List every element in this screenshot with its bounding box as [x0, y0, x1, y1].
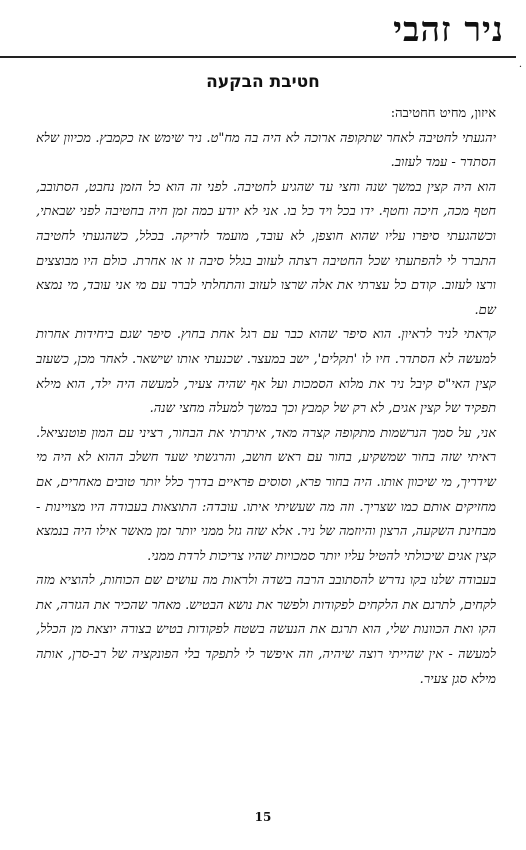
paragraph: הוא היה קצין במשך שנה וחצי עד שהגיע לחטיבה. לפני זה הוא כל הזמן נחבט, הסתובב, חטף מכה, חיכה וחטף. ידו בכל ויד כל בו. אני לא יודע כמה זמן חיה בחטיבה לפני שבאתי, וכשהגעתי סיפרו עליו שהוא חוצפן, לא עובד, מועמד לזריקה. בכלל, כשהגעתי לחטיבה התברר לי להפתעתי שכל החטיבה רצתה לעזוב בגלל סיבה זו או אחרת. כולם היו מבוצצים ורצו לעזוב. קודם כל עצרתי את אלה שרצו לעזוב והתחלתי לברר עם מי אני עובד, מי נמצא שם. [36, 179, 496, 318]
header-rule [0, 56, 516, 58]
paragraph: אני, על סמך הנרשמות מתקופה קצרה מאד, איתרתי את הבחור, רציני עם המון פוטנציאל. ראיתי שזה בחור שמשקיע, בחור עם ראש חושב, והרגשתי שעד חשלב ההוא לא היה מי שידריך, מי שיכוון אותו. היה בחור פרא, וסוסים פראיים בדרך כלל יותר טובים מאחרים, אם מחזיקים אותם כמו שצריך. וזה מה שעשיתי איתו. עובדה: התוצאות בעבודה היו מצויינות - מבחינת השקעה, הרצון והיוזמה של ניר. אלא שזה גזל ממני יותר זמן מאשר אילו היה בנמצא קצין אגים שיכולתי להטיל עליו יותר סמכויות שהיו צריכות לרדת ממני. [36, 425, 496, 564]
page-number: 15 [254, 810, 272, 824]
paragraph: בעבודה שלנו בקו נדרש להסתובב הרבה בשדה ולראות מה עושים שם הכוחות, להוציא מזה לקחים, לתרגם את הלקחים לפקודות ולפשר את נושא הבטיש. מאחר שהכיר את הגזרה, את הקו ואת הכוונות שלי, הוא תרגם את הנעשה בשטח לפקודות בטיש בצורה יוצאת מן הכלל, למעשה - אין שהייתי רוצה שיהיה, וזה איפשר לי לתפקד בלי הפונקציה של רב-סרן, אותה מילא סגן צעיר. [36, 573, 496, 687]
section-title: חטיבת הבקעה [206, 72, 320, 92]
paragraph: יהגעתי לחטיבה לאחר שתקופה ארוכה לא היה בה מח"ט. ניר שימש אז כקמבץ. מכיוון שלא הסתדר - עמד לעזוב. [36, 130, 496, 171]
body-text [36, 102, 496, 692]
running-header-title: ניר זהבי [393, 10, 504, 50]
paragraph: קראתי לניר לראיון. הוא סיפר שהוא כבר עם רגל אחת בחוץ. סיפר שגם ביחידות אחרות למעשה לא הסתדר. חיו לו 'תקלים', ישב במעצר. שכנעתי אותו שישאר. לאחר מכן, כשעזב קצין האי"ס קיבל ניר את מלוא הסמכות ועל אף שהיה צעיר, למעשה היה ילד, הוא מילא תפקיד של קצין אגים, לא רק של קמבץ וכך במשך למעלה מחצי שנה. [36, 327, 496, 417]
corner-mark: . [518, 59, 522, 70]
paragraph-intro: איזון, מחיט חחטיבה: [390, 106, 496, 121]
